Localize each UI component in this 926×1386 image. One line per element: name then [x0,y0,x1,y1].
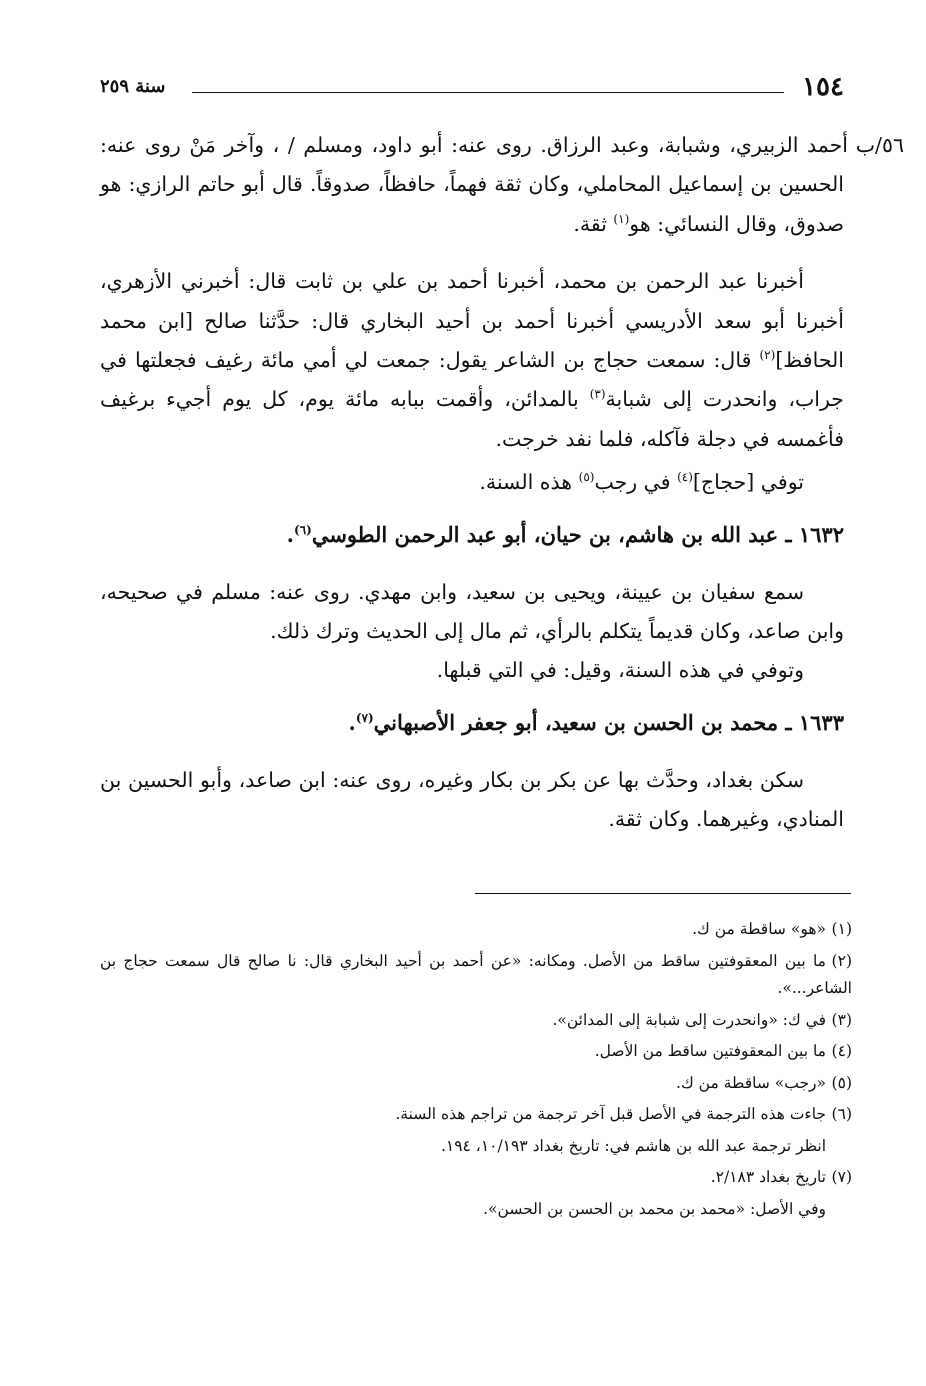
footnote-number: (٥) [831,1073,852,1092]
entry-title: ١٦٣٣ ـ محمد بن الحسن بن سعيد، أبو جعفر الأصبهاني [373,709,844,735]
footnote-7 [100,1164,852,1192]
entry-title-end: . [286,521,294,547]
paragraph-text: بالمدائن، وأقمت ببابه مائة يوم، كل يوم أجيء برغيف فأغمسه في دجلة فآكله، فلما نفد خرجت. [100,387,844,451]
footnote-text: تاريخ بغداد ٢/١٨٣. [710,1168,826,1186]
paragraph-death-1632: وتوفي في هذه السنة، وقيل: في التي قبلها. [436,658,804,683]
main-text [100,126,904,840]
paragraph-text: في رجب [594,470,678,495]
manuscript-folio-ref: ٥٦/ب [855,133,904,157]
footnote-marker: (٧) [355,710,374,725]
footnote-text: «هو» ساقطة من ك. [692,920,826,938]
footnote-text: في ك: «وانحدرت إلى شبابة إلى المدائن». [552,1010,826,1029]
footnote-rule [475,893,851,894]
paragraph-bio-1633: سكن بغداد، وحدَّث بها عن بكر بن بكار وغيره، روى عنه: ابن صاعد، وأبو الحسين بن المنادي، وغيرهما. وكان ثقة. [100,767,844,832]
footnote-number: (٧) [831,1168,852,1186]
footnote-3 [100,1007,852,1035]
footnote-text: ما بين المعقوفتين ساقط من الأصل. ومكانه: «عن أحمد بن أحيد البخاري قال: نا صالح قال سمعت حجاج بن الشاعر...». [100,951,852,997]
footnote-marker: (٤) [677,470,693,485]
paragraph-bio-1632: سمع سفيان بن عيينة، ويحيى بن سعيد، وابن مهدي. روى عنه: مسلم في صحيحه، وابن صاعد، وكان قديماً يتكلم بالرأي، ثم مال إلى الحديث وترك ذلك. [100,579,844,644]
paragraph-continuation [100,126,904,244]
footnote-text: «رجب» ساقطة من ك. [676,1073,826,1092]
footnote-marker: (٦) [293,522,312,537]
footnote-marker: (٢) [759,348,776,363]
paragraph-text: أحمد الزبيري، وشبابة، وعبد الرزاق. روى عنه: أبو داود، ومسلم / ، وآخر مَنْ روى عنه: الحسين بن إسماعيل المحاملي، وكان ثقة فهماً، حافظاً، صدوقاً. قال أبو حاتم الرازي: هو صدوق، وقال النسائي: هو [100,133,848,236]
footnote-7-note: وفي الأصل: «محمد بن محمد بن الحسن بن الحسن». [483,1199,826,1218]
footnote-6 [100,1101,852,1129]
paragraph-isnad [100,262,844,459]
header-rule [192,92,784,93]
paragraph-text: هذه السنة. [479,470,579,495]
paragraph-text: قال: سمعت حجاج بن الشاعر يقول: جمعت لي أمي مائة رغيف فجعلتها في جراب، وانحدرت إلى شبابة [100,348,844,412]
footnote-marker: (١) [613,211,630,226]
footnote-1 [100,916,852,944]
entry-title-end: . [348,709,356,735]
footnote-text: ما بين المعقوفتين ساقط من الأصل. [594,1042,826,1060]
entry-heading-1632 [100,515,844,555]
footnote-marker: (٣) [589,387,606,402]
footnote-4 [100,1038,852,1066]
entry-title: ١٦٣٢ ـ عبد الله بن هاشم، بن حيان، أبو عبد الرحمن الطوسي [311,521,844,547]
footnote-5 [100,1070,852,1098]
footnote-number: (٣) [831,1010,852,1029]
footnotes [100,912,852,1223]
paragraph-text: أخبرنا عبد الرحمن بن محمد، أخبرنا أحمد بن علي بن ثابت قال: أخبرني الأزهري، أخبرنا أبو سعد الأدريسي أخبرنا أحمد بن أحيد البخاري قال: حدَّثنا صالح [ابن محمد الحافظ] [100,269,844,373]
page-number: ١٥٤ [802,72,844,102]
footnote-marker: (٥) [578,470,595,485]
footnote-number: (٤) [831,1042,852,1060]
footnote-number: (٦) [831,1105,852,1123]
footnote-2 [100,948,852,1003]
footnote-6-note: انظر ترجمة عبد الله بن هاشم في: تاريخ بغداد ١٠/١٩٣، ١٩٤. [440,1136,826,1155]
footnote-number: (١) [831,920,852,938]
footnote-text: جاءت هذه الترجمة في الأصل قبل آخر ترجمة من تراجم هذه السنة. [395,1105,826,1123]
running-head-year: سنة ٢٥٩ [100,76,166,97]
paragraph-text: توفي [حجاج] [692,470,804,495]
paragraph-death [100,463,844,502]
entry-heading-1633 [100,703,844,743]
paragraph-text-end: ثقة. [573,211,614,236]
footnote-number: (٢) [831,951,852,970]
page-header [100,72,844,102]
